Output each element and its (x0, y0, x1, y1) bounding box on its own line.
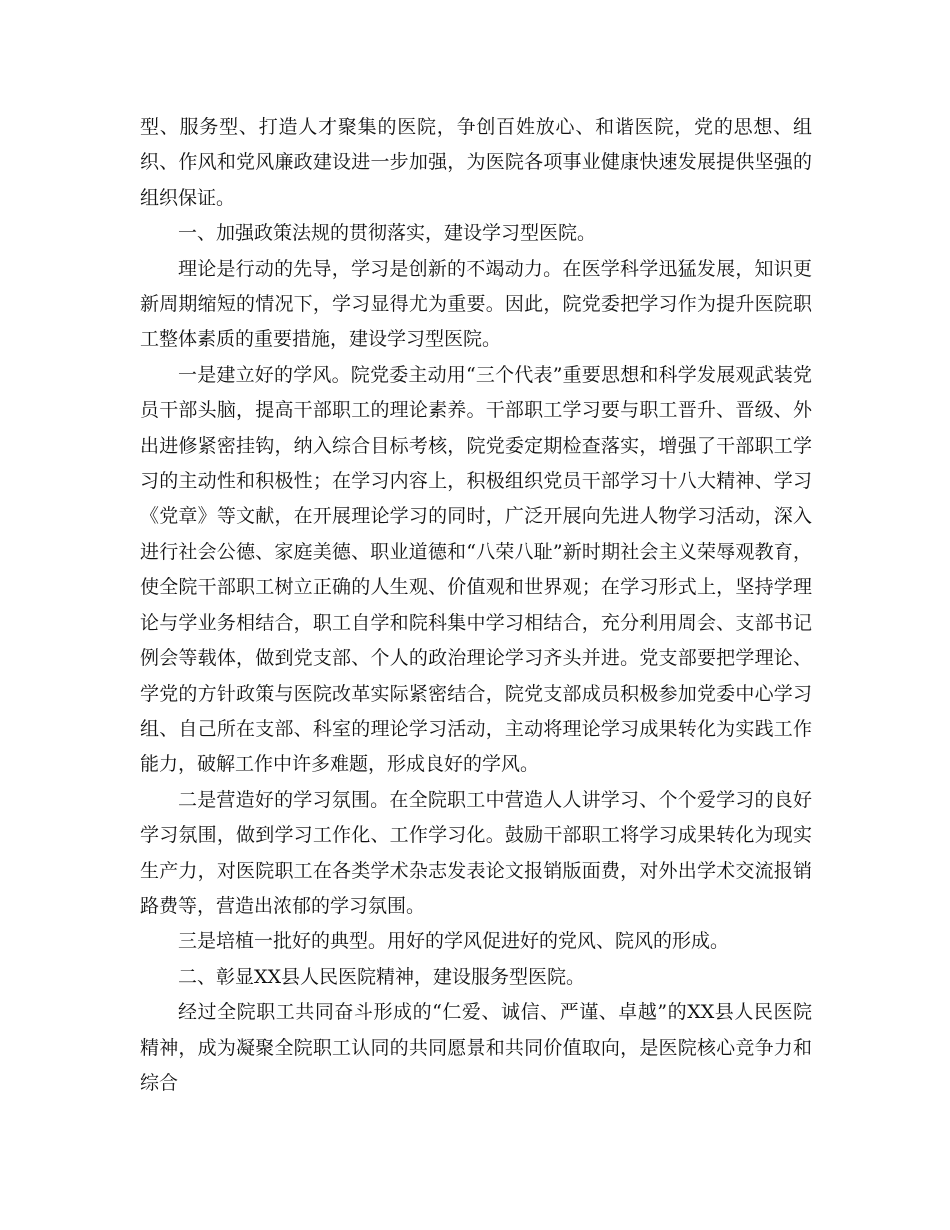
paragraph-study-style: 一是建立好的学风。院党委主动用“三个代表”重要思想和科学发展观武装党员干部头脑，提高干部职工的理论素养。干部职工学习要与职工晋升、晋级、外出进修紧密挂钩，纳入综合目标考核，院党委定期检查落实，增强了干部职工学习的主动性和积极性；在学习内容上，积极组织党员干部学习十八大精神、学习《党章》等文献，在开展理论学习的同时，广泛开展向先进人物学习活动，深入进行社会公德、家庭美德、职业道德和“八荣八耻”新时期社会主义荣辱观教育，使全院干部职工树立正确的人生观、价值观和世界观；在学习形式上，坚持学理论与学业务相结合，职工自学和院科集中学习相结合，充分利用周会、支部书记例会等载体，做到党支部、个人的政治理论学习齐头并进。党支部要把学理论、学党的方针政策与医院改革实际紧密结合，院党支部成员积极参加党委中心学习组、自己所在支部、科室的理论学习活动，主动将理论学习成果转化为实践工作能力，破解工作中许多难题，形成良好的学风。 (140, 363, 812, 776)
paragraph-theory: 理论是行动的先导，学习是创新的不竭动力。在医学科学迅猛发展，知识更新周期缩短的情况下，学习显得尤为重要。因此，院党委把学习作为提升医院职工整体素质的重要措施，建设学习型医院。 (140, 257, 812, 351)
section-heading-1: 一、加强政策法规的贯彻落实，建设学习型医院。 (178, 222, 597, 245)
paragraph-role-models: 三是培植一批好的典型。用好的学风促进好的党风、院风的形成。 (178, 930, 730, 953)
paragraph-study-atmosphere: 二是营造好的学习氛围。在全院职工中营造人人讲学习、个个爱学习的良好学习氛围，做到学习工作化、工作学习化。鼓励干部职工将学习成果转化为现实生产力，对医院职工在各类学术杂志发表论文报销版面费，对外出学术交流报销路费等，营造出浓郁的学习氛围。 (140, 788, 812, 917)
paragraph-continuation: 型、服务型、打造人才聚集的医院，争创百姓放心、和谐医院，党的思想、组织、作风和党风廉政建设进一步加强，为医院各项事业健康快速发展提供坚强的组织保证。 (140, 116, 812, 209)
document-body (140, 110, 812, 1101)
section-heading-2: 二、彰显XX县人民医院精神，建设服务型医院。 (178, 965, 586, 988)
paragraph-hospital-spirit: 经过全院职工共同奋斗形成的“仁爱、诚信、严谨、卓越”的XX县人民医院精神，成为凝聚全院职工认同的共同愿景和共同价值取向，是医院核心竞争力和综合 (140, 1001, 812, 1094)
